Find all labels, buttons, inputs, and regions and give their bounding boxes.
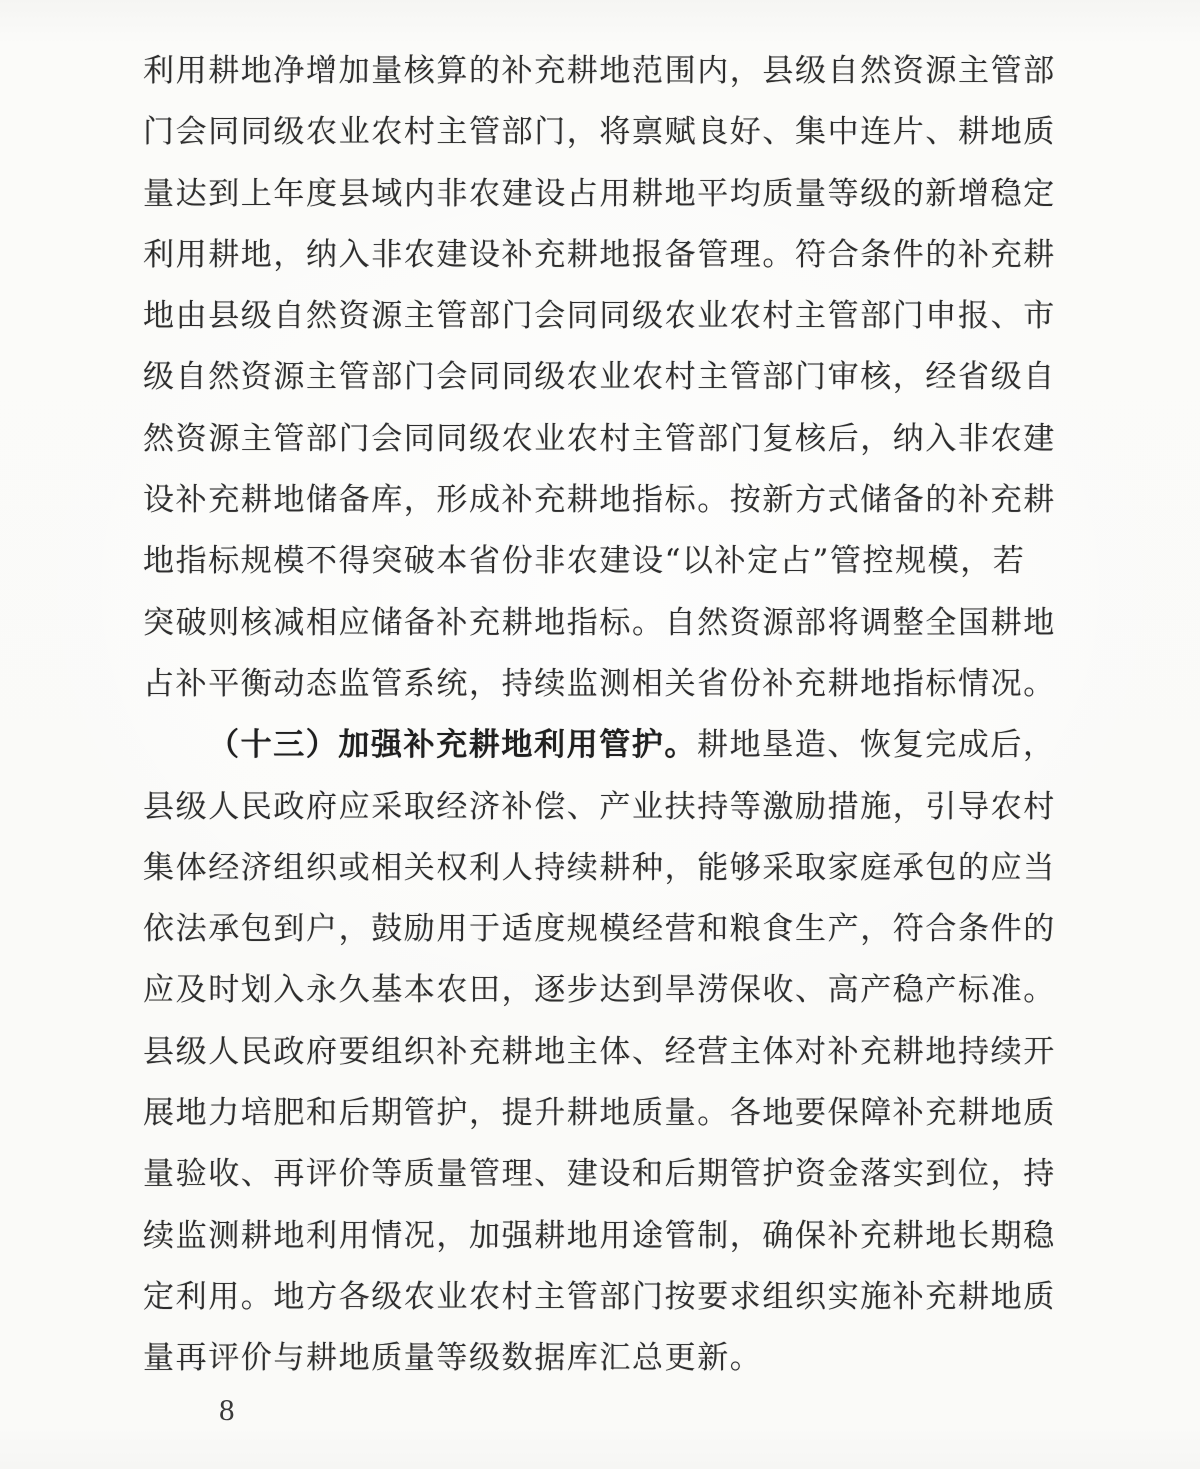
body-line: 占补平衡动态监管系统，持续监测相关省份补充耕地指标情况。 [143,665,1056,702]
body-line: 利用耕地，纳入非农建设补充耕地报备管理。符合条件的补充耕 [143,236,1056,273]
body-line: 依法承包到户，鼓励用于适度规模经营和粮食生产，符合条件的 [143,911,1056,948]
body-line: 定利用。地方各级农业农村主管部门按要求组织实施补充耕地质 [143,1278,1056,1315]
document-text [143,41,1059,1390]
body-line: 量验收、再评价等质量管理、建设和后期管护资金落实到位，持 [143,1156,1056,1193]
body-line-last: 量再评价与耕地质量等级数据库汇总更新。 [143,1340,763,1377]
body-line: 集体经济组织或相关权利人持续耕种，能够采取家庭承包的应当 [143,849,1056,886]
body-line: 展地力培肥和后期管护，提升耕地质量。各地要保障补充耕地质 [143,1095,1056,1132]
body-line: 应及时划入永久基本农田，逐步达到旱涝保收、高产稳产标准。 [143,972,1056,1009]
body-line: 量达到上年度县域内非农建设占用耕地平均质量等级的新增稳定 [143,175,1056,212]
body-line: 级自然资源主管部门会同同级农业农村主管部门审核，经省级自 [143,359,1056,396]
body-line: 续监测耕地利用情况，加强耕地用途管制，确保补充耕地长期稳 [143,1217,1056,1254]
body-line: 然资源主管部门会同同级农业农村主管部门复核后，纳入非农建 [143,420,1056,457]
section-heading-rest: 耕地垦造、恢复完成后， [697,727,1056,764]
body-line: 门会同同级农业农村主管部门，将禀赋良好、集中连片、耕地质 [143,114,1056,151]
body-line: 突破则核减相应储备补充耕地指标。自然资源部将调整全国耕地 [143,604,1056,641]
body-line: 利用耕地净增加量核算的补充耕地范围内，县级自然资源主管部 [143,53,1056,89]
page-number: 8 [219,1392,235,1427]
body-line: 地指标规模不得突破本省份非农建设“以补定占”管控规模，若 [143,543,1026,580]
body-line: 县级人民政府应采取经济补偿、产业扶持等激励措施，引导农村 [143,788,1056,825]
section-heading-line [143,715,1059,776]
section-heading: （十三）加强补充耕地利用管护。 [208,727,697,764]
body-line: 设补充耕地储备库，形成补充耕地指标。按新方式储备的补充耕 [143,482,1056,519]
body-line: 地由县级自然资源主管部门会同同级农业农村主管部门申报、市 [143,298,1056,335]
body-line: 县级人民政府要组织补充耕地主体、经营主体对补充耕地持续开 [143,1033,1056,1070]
